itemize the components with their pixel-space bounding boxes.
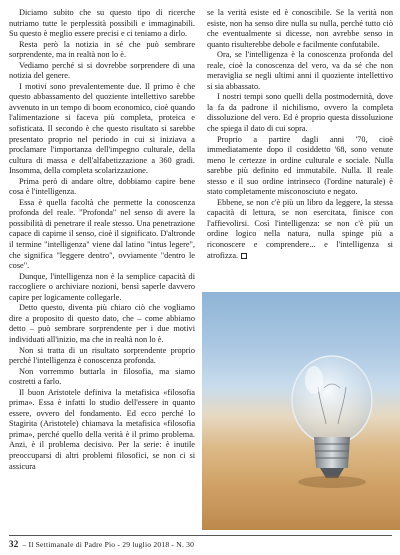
publication-line: – Il Settimanale di Padre Pio - 29 luglio 2018 - N. 30	[22, 540, 195, 549]
right-column	[207, 8, 393, 261]
paragraph: Essa è quella facoltà che permette la conoscenza profonda del reale. "Profonda" nel senso di avere la possibilità di penetrare il reale stesso. Una penetrazione capace di capirne il senso, cioè il significato. D'altronde il termine "intelligenza" viene dal latino "intus legere", che significa "leggere dentro", ovviamente "dentro le cose".	[9, 197, 195, 271]
paragraph: Proprio a partire dagli anni '70, cioè immediatamente dopo il cosiddetto '68, sono venute meno le certezze in ordine culturale e sociale. Nulla sarebbe più definito ed immutabile. Nulla. Il reale stesso e il suo ordine intrinseco (l'ordine naturale) è stato completamente misconosciuto e negato.	[207, 134, 393, 197]
lightbulb-photo	[202, 292, 400, 530]
light-bulb-on-sand-icon	[202, 292, 400, 530]
paragraph: Detto questo, diventa più chiaro ciò che vogliamo dire a proposito di questo dato, che – come abbiamo detto – può sembrare sorprendente per i due motivi individuati all'inizio, ma che in realtà non lo è.	[9, 303, 195, 344]
paragraph: Dunque, l'intelligenza non è la semplice capacità di raccogliere o archiviare nozioni, bensì saperle davvero capire per logicamente collegarle.	[9, 271, 195, 302]
left-column	[9, 8, 195, 472]
paragraph: Non vorremmo buttarla in filosofia, ma siamo costretti a farlo.	[9, 366, 195, 387]
paragraph: Il buon Aristotele definiva la metafisica «filosofia prima». Essa è infatti lo studio dell'essere in quanto essere, ovvero del fondamento. Ed ecco perché lo Stagirita (Aristotele) chiamava la metafisica «filosofia prima», perché quello della verità è il primo problema. Anzi, è il problema decisivo. Per la serie: è inutile preoccuparsi di altri problemi filosofici, se non ci si assicura	[9, 387, 195, 471]
paragraph-last-text: Ebbene, se non c'è più un libro da leggere, la stessa capacità di lettura, se non esercitata, finisce con l'affievolirsi. Così l'intelligenza: se non c'è più un ordine logico nella natura, nulla spinge più a riconoscere e comprendere... e l'intelligenza si atrofizza.	[207, 197, 393, 260]
paragraph: Resta però la notizia in sé che può sembrare sorprendente, ma in realtà non lo è.	[9, 39, 195, 60]
paragraph: I nostri tempi sono quelli della postmodernità, dove la fa da padrone il nichilismo, ovvero la completa dissoluzione del vero. Ed è proprio questa dissoluzione che spiega il dato di cui sopra.	[207, 92, 393, 134]
end-of-article-icon	[241, 253, 247, 259]
paragraph: Vediamo perché si si dovrebbe sorprendere di una notizia del genere.	[9, 60, 195, 81]
page-number: 32	[9, 539, 19, 549]
page-footer	[9, 539, 194, 549]
paragraph: Non si tratta di un risultato sorprendente proprio perché l'intelligenza è conoscenza profonda.	[9, 345, 195, 366]
paragraph: Prima però di andare oltre, dobbiamo capire bene cosa è l'intelligenza.	[9, 176, 195, 197]
paragraph: Ora, se l'intelligenza è la conoscenza profonda del reale, cioè la conoscenza del vero, va da sé che non meraviglia se negli ultimi anni il quoziente intellettivo si sia abbassato.	[207, 50, 393, 91]
paragraph: Diciamo subito che su questo tipo di ricerche nutriamo tutte le perplessità possibili e immaginabili. Su questo è meglio essere precisi e ci teniamo a dirlo.	[9, 8, 195, 39]
footer-rule	[9, 535, 392, 536]
paragraph: I motivi sono prevalentemente due. Il primo è che questo abbassamento del quoziente intellettivo sarebbe avvenuto in un tempo di boom economico, cioè quando l'alimentazione si faceva più completa, proteica e sofisticata. Il secondo è che questo risultato si sarebbe presentato proprio nel periodo in cui si iniziava a proclamare l'importanza dell'impegno culturale, della cultura di massa e dell'alfabetizzazione a 360 gradi. Insomma, della completa scolarizzazione.	[9, 81, 195, 176]
paragraph-last	[207, 198, 393, 261]
paragraph: se la verità esiste ed è conoscibile. Se la verità non esiste, non ha senso dire nulla su nulla, perché tutto ciò che eventualmente si dicesse, non avrebbe senso in quanto risulterebbe debole e facilmente confutabile.	[207, 8, 393, 49]
